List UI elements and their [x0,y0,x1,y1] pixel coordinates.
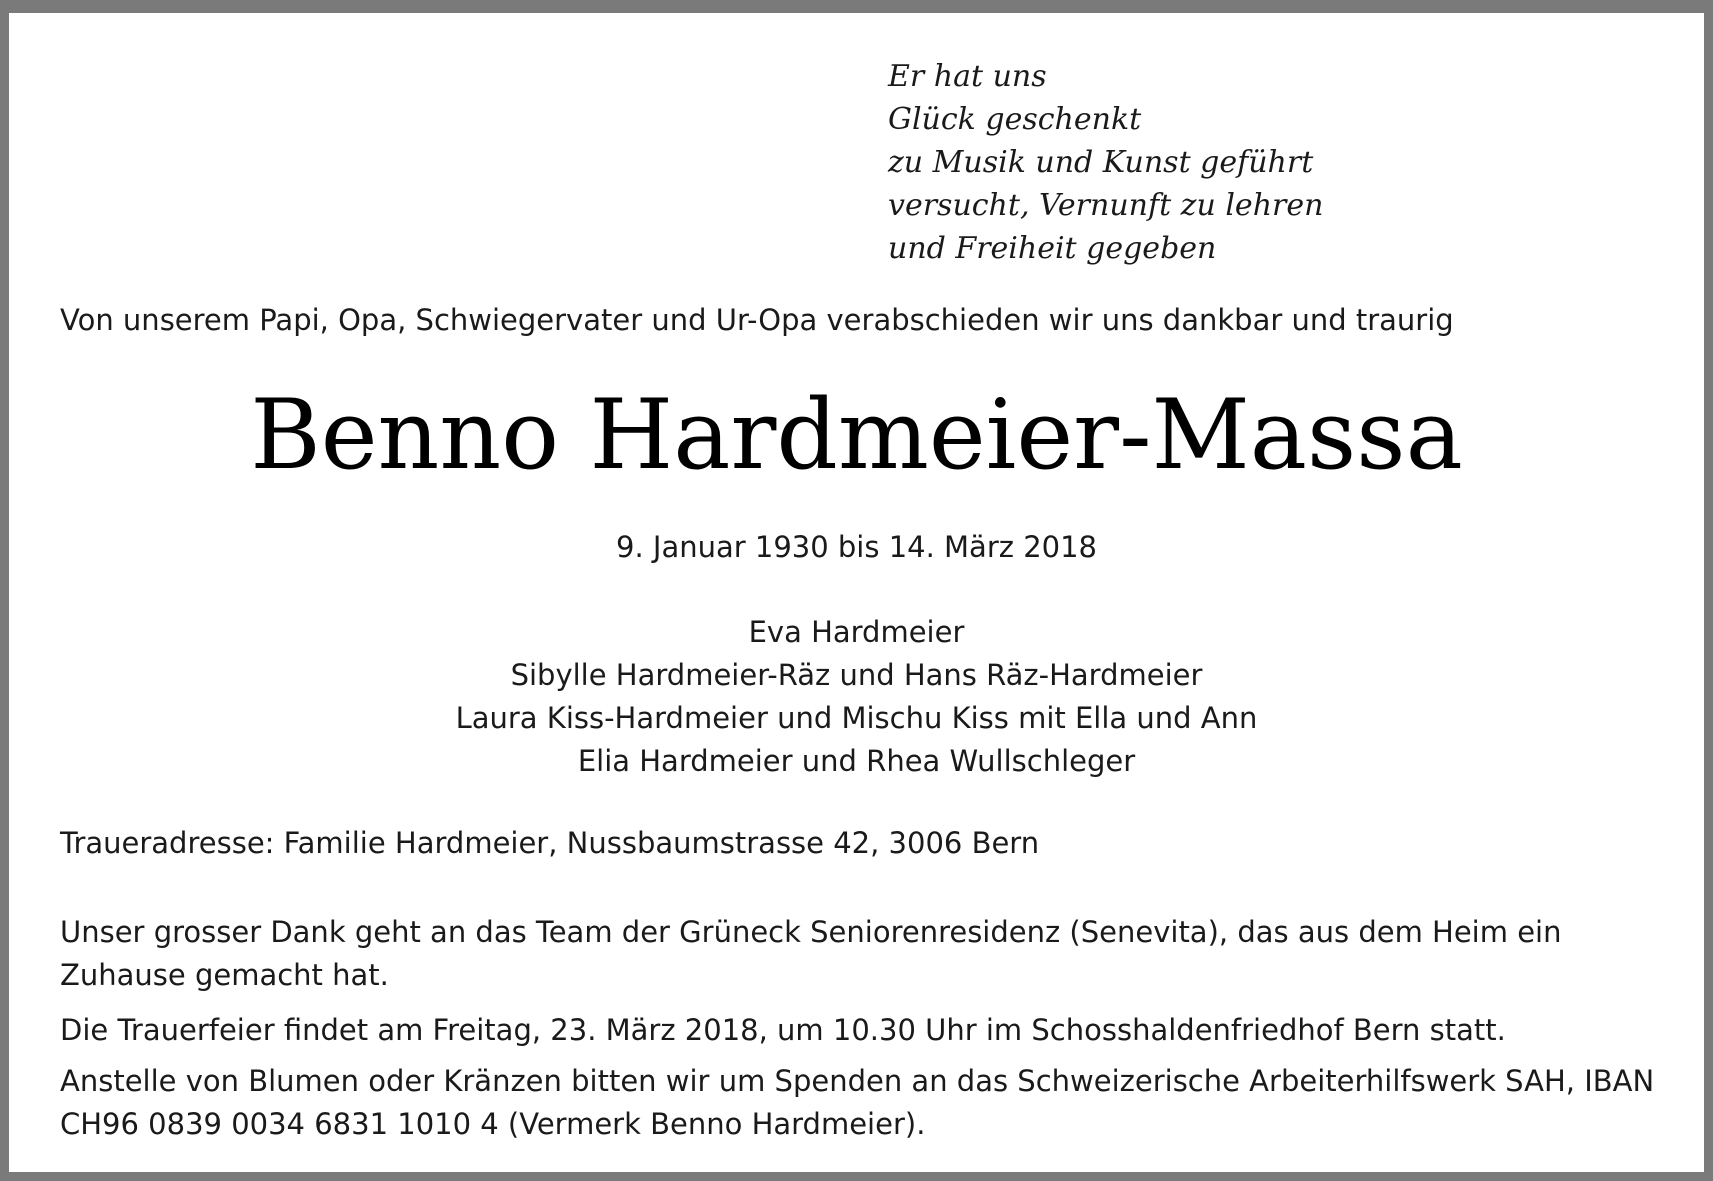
mourner-line: Sibylle Hardmeier-Räz und Hans Räz-Hardmeier [510,658,1203,692]
thanks-paragraph: Unser grosser Dank geht an das Team der Grüneck Seniorenresidenz (Senevita), das aus dem Heim ein Zuhause gemacht hat. [60,915,1562,992]
poem-line: zu Musik und Kunst geführt [888,145,1314,180]
life-dates: 9. Januar 1930 bis 14. März 2018 [616,530,1097,564]
intro-text: Von unserem Papi, Opa, Schwiegervater und Ur-Opa verabschieden wir uns dankbar und traurig [60,303,1454,337]
poem [888,55,1323,270]
poem-line: und Freiheit gegeben [888,231,1217,266]
mourners-list [9,611,1704,783]
donation-paragraph: Anstelle von Blumen oder Kränzen bitten wir um Spenden an das Schweizerische Arbeiterhilfswerk SAH, IBAN CH96 0839 0034 6831 1010 4 (Vermerk Benno Hardmeier). [60,1064,1655,1141]
mourning-address: Traueradresse: Familie Hardmeier, Nussbaumstrasse 42, 3006 Bern [60,826,1040,860]
mourner-line: Eva Hardmeier [748,615,965,649]
obituary-notice [9,13,1704,1172]
poem-line: Glück geschenkt [888,102,1142,137]
deceased-name: Benno Hardmeier-Massa [250,379,1463,491]
mourner-line: Laura Kiss-Hardmeier und Mischu Kiss mit Ella und Ann [455,701,1258,735]
poem-line: Er hat uns [888,59,1047,94]
funeral-paragraph: Die Trauerfeier findet am Freitag, 23. März 2018, um 10.30 Uhr im Schosshaldenfriedhof Bern statt. [60,1013,1506,1047]
poem-line: versucht, Vernunft zu lehren [888,188,1324,223]
mourner-line: Elia Hardmeier und Rhea Wullschleger [577,744,1136,778]
